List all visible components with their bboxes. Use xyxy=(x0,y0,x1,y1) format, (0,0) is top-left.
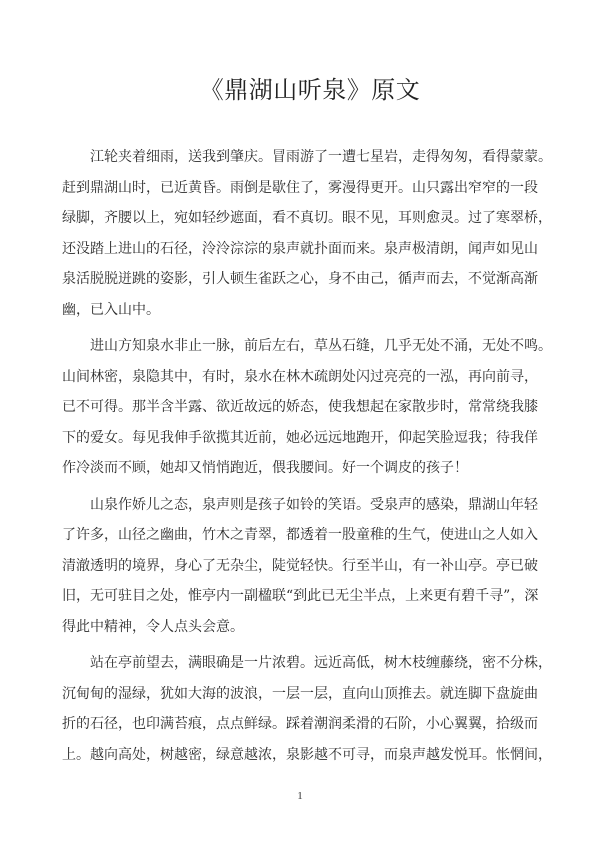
text-line: 进山方知泉水非止一脉，前后左右，草丛石缝，几乎无处不涌，无处不鸣。 xyxy=(90,338,552,354)
text-line: 江轮夹着细雨，送我到肇庆。冒雨游了一遭七星岩，走得匆匆，看得蒙蒙。 xyxy=(90,149,552,165)
text-line: 山泉作娇儿之态，泉声则是孩子如铃的笑语。受泉声的感染，鼎湖山年轻 xyxy=(90,496,538,513)
text-line: 作冷淡而不顾，她却又悄悄跑近，偎我腰间。好一个调皮的孩子！ xyxy=(62,460,468,476)
text-line: 赶到鼎湖山时，已近黄昏。雨倒是歇住了，雾漫得更开。山只露出窄窄的一段 xyxy=(62,179,538,196)
paragraph-1 xyxy=(62,142,552,325)
text-line: 绿脚，齐腰以上，宛如轻纱遮面，看不真切。眼不见，耳则愈灵。过了寒翠桥， xyxy=(62,210,552,226)
document-title: 《鼎湖山听泉》原文 xyxy=(199,76,421,104)
paragraph-2 xyxy=(62,331,552,484)
text-line: 下的爱女。每见我伸手欲揽其近前，她必远远地跑开，仰起笑脸逗我；待我佯 xyxy=(62,429,538,446)
text-line: 清澈透明的境界，身心了无杂尘，陡觉轻快。行至半山，有一补山亭。亭已破 xyxy=(62,557,538,574)
document-body xyxy=(62,142,552,776)
text-line: 幽，已入山中。 xyxy=(62,301,160,318)
text-line: 泉活脱脱迸跳的姿影，引人顿生雀跃之心，身不由己，循声而去，不觉渐高渐 xyxy=(62,271,538,287)
text-line: 沉甸甸的湿绿，犹如大海的波浪，一层一层，直向山顶推去。就连脚下盘旋曲 xyxy=(62,685,538,702)
text-line: 还没踏上进山的石径，泠泠淙淙的泉声就扑面而来。泉声极清朗，闻声如见山 xyxy=(62,240,538,257)
text-line: 站在亭前望去，满眼确是一片浓碧。远近高低，树木枝缠藤绕，密不分株， xyxy=(90,655,552,671)
text-line: 已不可得。那半含半露、欲近故远的娇态，使我想起在家散步时，常常绕我膝 xyxy=(62,399,538,415)
page-number: 1 xyxy=(297,790,303,802)
paragraph-3 xyxy=(62,490,538,643)
text-line: 折的石径，也印满苔痕，点点鲜绿。踩着潮润柔滑的石阶，小心翼翼，拾级而 xyxy=(62,716,538,732)
text-line: 得此中精神，令人点头会意。 xyxy=(62,618,244,635)
text-line: 了许多，山径之幽曲，竹木之青翠，都透着一股童稚的生气，使进山之人如入 xyxy=(62,527,538,543)
text-line: 上。越向高处，树越密，绿意越浓，泉影越不可寻，而泉声越发悦耳。怅惘间， xyxy=(62,746,552,763)
paragraph-4 xyxy=(62,648,552,770)
text-line: 山间林密，泉隐其中，有时，泉水在林木疏朗处闪过亮亮的一泓，再向前寻， xyxy=(62,368,538,385)
text-line: 旧，无可驻目之处，惟亭内一副楹联“到此已无尘半点，上来更有碧千寻”，深 xyxy=(62,588,539,604)
